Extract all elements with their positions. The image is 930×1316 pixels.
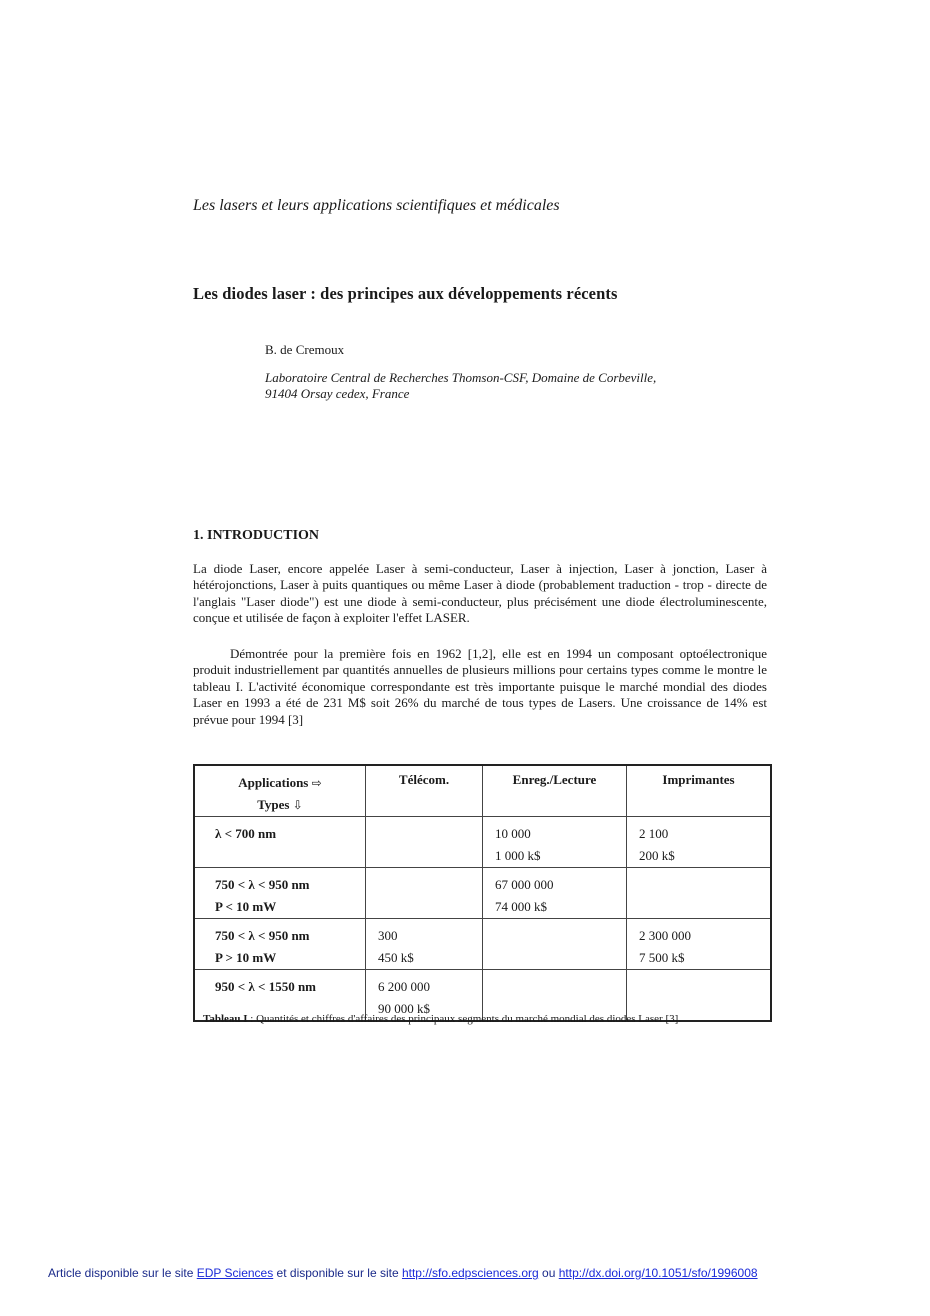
doi-link[interactable]: http://dx.doi.org/10.1051/sfo/1996008	[558, 1266, 758, 1280]
author-name: B. de Cremoux	[265, 342, 345, 357]
author-affiliation	[265, 370, 656, 402]
cell-telecom: 6 200 000 90 000 k$	[366, 970, 483, 1022]
edp-sciences-link[interactable]: EDP Sciences	[196, 1266, 274, 1280]
market-table	[193, 764, 772, 1022]
header-types-label: Types	[257, 797, 290, 812]
header-applications-label: Applications	[238, 775, 309, 790]
footer-availability	[48, 1266, 758, 1280]
footer-text-1: Article disponible sur le site	[48, 1266, 197, 1280]
cell-telecom	[366, 868, 483, 919]
caption-text: : Quantités et chiffres d'affaires des principaux segments du marché mondial des diodes Laser [3].	[247, 1013, 682, 1025]
cell-telecom	[366, 817, 483, 868]
sfo-site-link[interactable]: http://sfo.edpsciences.org	[401, 1266, 539, 1280]
table-row	[194, 817, 771, 868]
intro-paragraph-1: La diode Laser, encore appelée Laser à semi-conducteur, Laser à injection, Laser à jonction, Laser à hétérojonctions, Laser à puits quantiques ou même Laser à diode (probablement traduction - trop - directe de l'anglais "Laser diode") est une diode à semi-conducteur, plus précisément une diode électroluminescente, conçue et utilisée de façon à exploiter l'effet LASER.	[193, 561, 767, 626]
table-row	[194, 868, 771, 919]
header-imprimantes: Imprimantes	[627, 765, 772, 817]
intro-paragraph-2: Démontrée pour la première fois en 1962 [1,2], elle est en 1994 un composant optoélectronique produit industriellement par quantités annuelles de plusieurs millions pour certains types comme le montre le tableau I. L'activité économique correspondante est très importante puisque le marché mondial des diodes Laser en 1993 a été de 231 M$ soit 26% du marché de tous types de Lasers. Une croissance de 14% est prévue pour 1994 [3]	[193, 646, 767, 727]
table-caption	[203, 1013, 681, 1025]
row-type: 750 < λ < 950 nm P > 10 mW	[194, 919, 366, 970]
table-row	[194, 919, 771, 970]
series-title: Les lasers et leurs applications scientifiques et médicales	[193, 197, 560, 214]
section-heading: 1. INTRODUCTION	[193, 528, 320, 543]
arrow-right-icon: ⇨	[311, 776, 322, 790]
header-applications-types	[194, 765, 366, 817]
footer-text-3: ou	[538, 1266, 559, 1280]
row-type: 750 < λ < 950 nm P < 10 mW	[194, 868, 366, 919]
affiliation-line-1: Laboratoire Central de Recherches Thomson-CSF, Domaine de Corbeville,	[265, 370, 657, 385]
cell-telecom: 300 450 k$	[366, 919, 483, 970]
arrow-down-icon: ⇩	[292, 798, 303, 812]
header-enreg-lecture: Enreg./Lecture	[483, 765, 627, 817]
header-telecom: Télécom.	[366, 765, 483, 817]
cell-enreg-lecture	[483, 919, 627, 970]
caption-label: Tableau I	[203, 1013, 248, 1025]
cell-imprimantes	[627, 868, 772, 919]
table-header-row	[194, 765, 771, 817]
cell-enreg-lecture: 10 000 1 000 k$	[483, 817, 627, 868]
cell-imprimantes: 2 100 200 k$	[627, 817, 772, 868]
article-title: Les diodes laser : des principes aux développements récents	[193, 284, 618, 303]
affiliation-line-2: 91404 Orsay cedex, France	[265, 386, 410, 401]
header-applications	[195, 772, 365, 794]
row-type: 950 < λ < 1550 nm	[194, 970, 366, 1022]
cell-imprimantes: 2 300 000 7 500 k$	[627, 919, 772, 970]
footer-text-2: et disponible sur le site	[273, 1266, 402, 1280]
row-type: λ < 700 nm	[194, 817, 366, 868]
header-types	[195, 794, 365, 816]
cell-enreg-lecture: 67 000 000 74 000 k$	[483, 868, 627, 919]
